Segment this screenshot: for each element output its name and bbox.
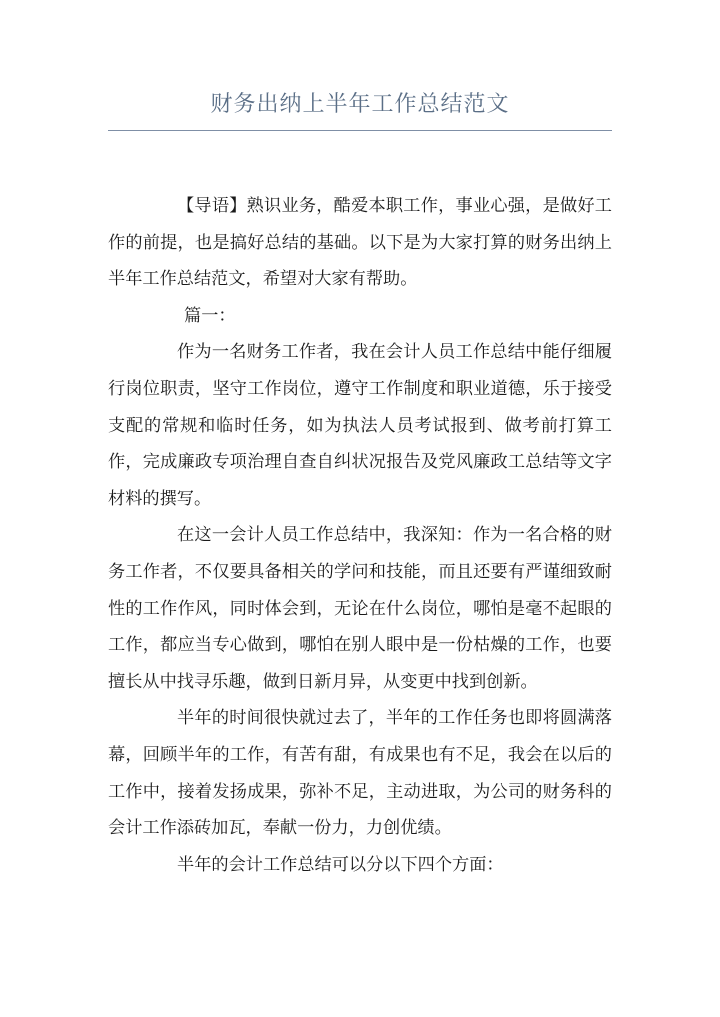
body-paragraph: 作为一名财务工作者，我在会计人员工作总结中能仔细履行岗位职责，坚守工作岗位，遵守工作制度和职业道德，乐于接受支配的常规和临时任务，如为执法人员考试报到、做考前打算工作，完成廉政专项治理自查自纠状况报告及党风廉政工总结等文字材料的撰写。 bbox=[108, 342, 612, 509]
body-paragraph: 半年的会计工作总结可以分以下四个方面： bbox=[177, 854, 504, 875]
body-paragraph: 半年的时间很快就过去了，半年的工作任务也即将圆满落幕，回顾半年的工作，有苦有甜，有成果也有不足，我会在以后的工作中，接着发扬成果，弥补不足，主动进取，为公司的财务科的会计工作添砖加瓦，奉献一份力，力创优绩。 bbox=[108, 708, 612, 839]
intro-paragraph: 【导语】熟识业务，酷爱本职工作，事业心强，是做好工作的前提，也是搞好总结的基础。以下是为大家打算的财务出纳上半年工作总结范文，希望对大家有帮助。 bbox=[108, 196, 612, 290]
document-body bbox=[108, 188, 612, 883]
section-heading: 篇一： bbox=[184, 305, 236, 326]
document-title: 财务出纳上半年工作总结范文 bbox=[210, 92, 510, 117]
title-divider bbox=[108, 130, 612, 131]
body-paragraph: 在这一会计人员工作总结中，我深知：作为一名合格的财务工作者，不仅要具备相关的学问和技能，而且还要有严谨细致耐性的工作作风，同时体会到，无论在什么岗位，哪怕是毫不起眼的工作，都应当专心做到，哪怕在别人眼中是一份枯燥的工作，也要擅长从中找寻乐趣，做到日新月异，从变更中找到创新。 bbox=[108, 525, 612, 692]
